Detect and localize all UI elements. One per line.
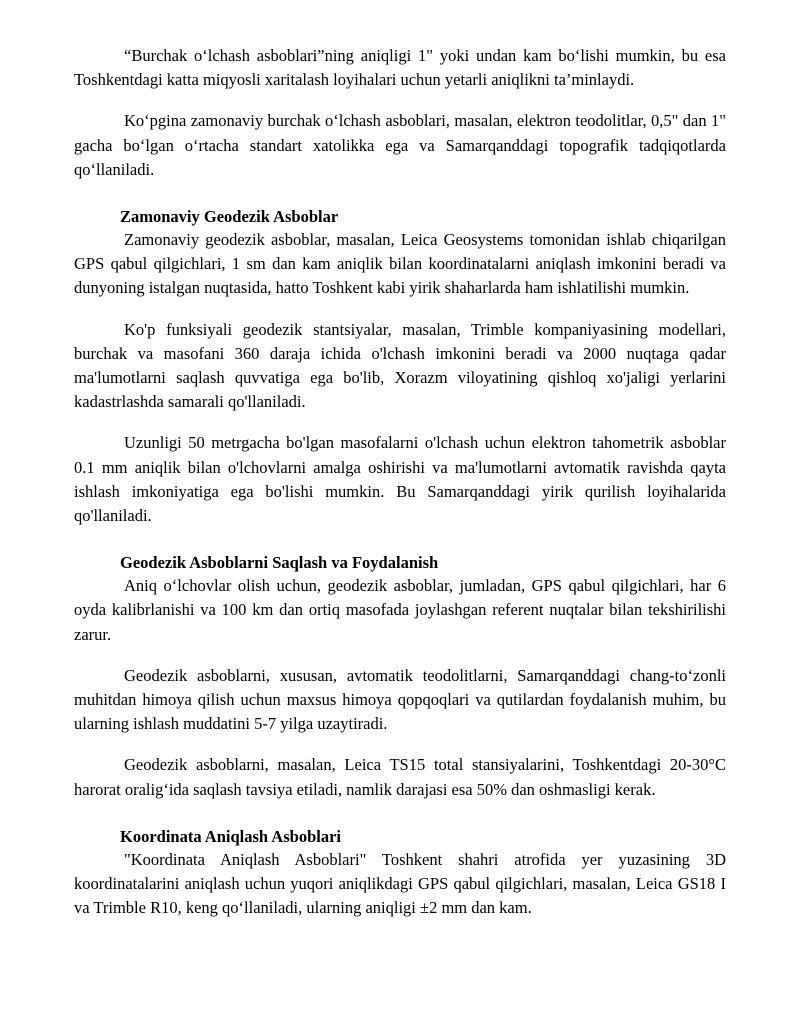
- paragraph-modern-3: Uzunligi 50 metrgacha bo'lgan masofalarni o'lchash uchun elektron tahometrik asboblar 0.1 mm aniqlik bilan o'lchovlarni amalga oshirishi va ma'lumotlarni avtomatik ravishda qayta ishlash imkoniyatiga ega bo'lishi mumkin. Bu Samarqanddagi yirik qurilish loyihalarida qo'llaniladi.: [74, 433, 726, 526]
- paragraph-storage-2: Geodezik asboblarni, xususan, avtomatik teodolitlarni, Samarqanddagi chang-to‘zonli muhitdan himoya qilish uchun maxsus himoya qopqoqlari va qutilardan foydalanish muhim, bu ularning ishlash muddatini 5-7 yilga uzaytiradi.: [74, 665, 726, 734]
- section-heading-modern: Zamonaviy Geodezik Asboblar: [120, 207, 339, 227]
- paragraph-intro-2: Ko‘pgina zamonaviy burchak o‘lchash asboblari, masalan, elektron teodolitlar, 0,5" dan 1" gacha bo‘lgan o‘rtacha standart xatolikka ega va Samarqanddagi topografik tadqiqotlarda qo‘llaniladi.: [74, 111, 726, 179]
- paragraph-storage-1: Aniq o‘lchovlar olish uchun, geodezik asboblar, jumladan, GPS qabul qilgichlari, har 6 oyda kalibrlanishi va 100 km dan ortiq masofada joylashgan referent nuqtalar bilan tekshirilishi zarur.: [74, 576, 726, 644]
- paragraph-modern-2: Ko'p funksiyali geodezik stantsiyalar, masalan, Trimble kompaniyasining modellari, burchak va masofani 360 daraja ichida o'lchash imkonini beradi va 2000 nuqtaga qadar ma'lumotlarni saqlash quvvatiga ega bo'lib, Xorazm viloyatining qishloq xo'jaligi yerlarini kadastrlashda samarali qo'llaniladi.: [74, 319, 726, 412]
- section-heading-coordinates: Koordinata Aniqlash Asboblari: [120, 826, 341, 846]
- paragraph-storage-3: Geodezik asboblarni, masalan, Leica TS15 total stansiyalarini, Toshkentdagi 20-30°C harorat oralig‘ida saqlash tavsiya etiladi, namlik darajasi esa 50% dan oshmasligi kerak.: [74, 755, 726, 799]
- paragraph-coordinates-1: "Koordinata Aniqlash Asboblari" Toshkent shahri atrofida yer yuzasining 3D koordinatalarini aniqlash uchun yuqori aniqlikdagi GPS qabul qilgichlari, masalan, Leica GS18 I va Trimble R10, keng qo‘llaniladi, ularning aniqligi ±2 mm dan kam.: [74, 849, 726, 918]
- paragraph-intro-1: “Burchak o‘lchash asboblari”ning aniqligi 1" yoki undan kam bo‘lishi mumkin, bu esa Toshkentdagi katta miqyosli xaritalash loyihalari uchun yetarli aniqlikni ta’minlaydi.: [74, 46, 726, 90]
- paragraph-modern-1: Zamonaviy geodezik asboblar, masalan, Leica Geosystems tomonidan ishlab chiqarilgan GPS qabul qilgichlari, 1 sm dan kam aniqlik bilan koordinatalarni aniqlash imkonini beradi va dunyoning istalgan nuqtasida, hatto Toshkent kabi yirik shaharlarda ham ishlatilishi mumkin.: [74, 230, 726, 298]
- section-heading-storage: Geodezik Asboblarni Saqlash va Foydalanish: [120, 553, 439, 573]
- document-page: [74, 44, 726, 920]
